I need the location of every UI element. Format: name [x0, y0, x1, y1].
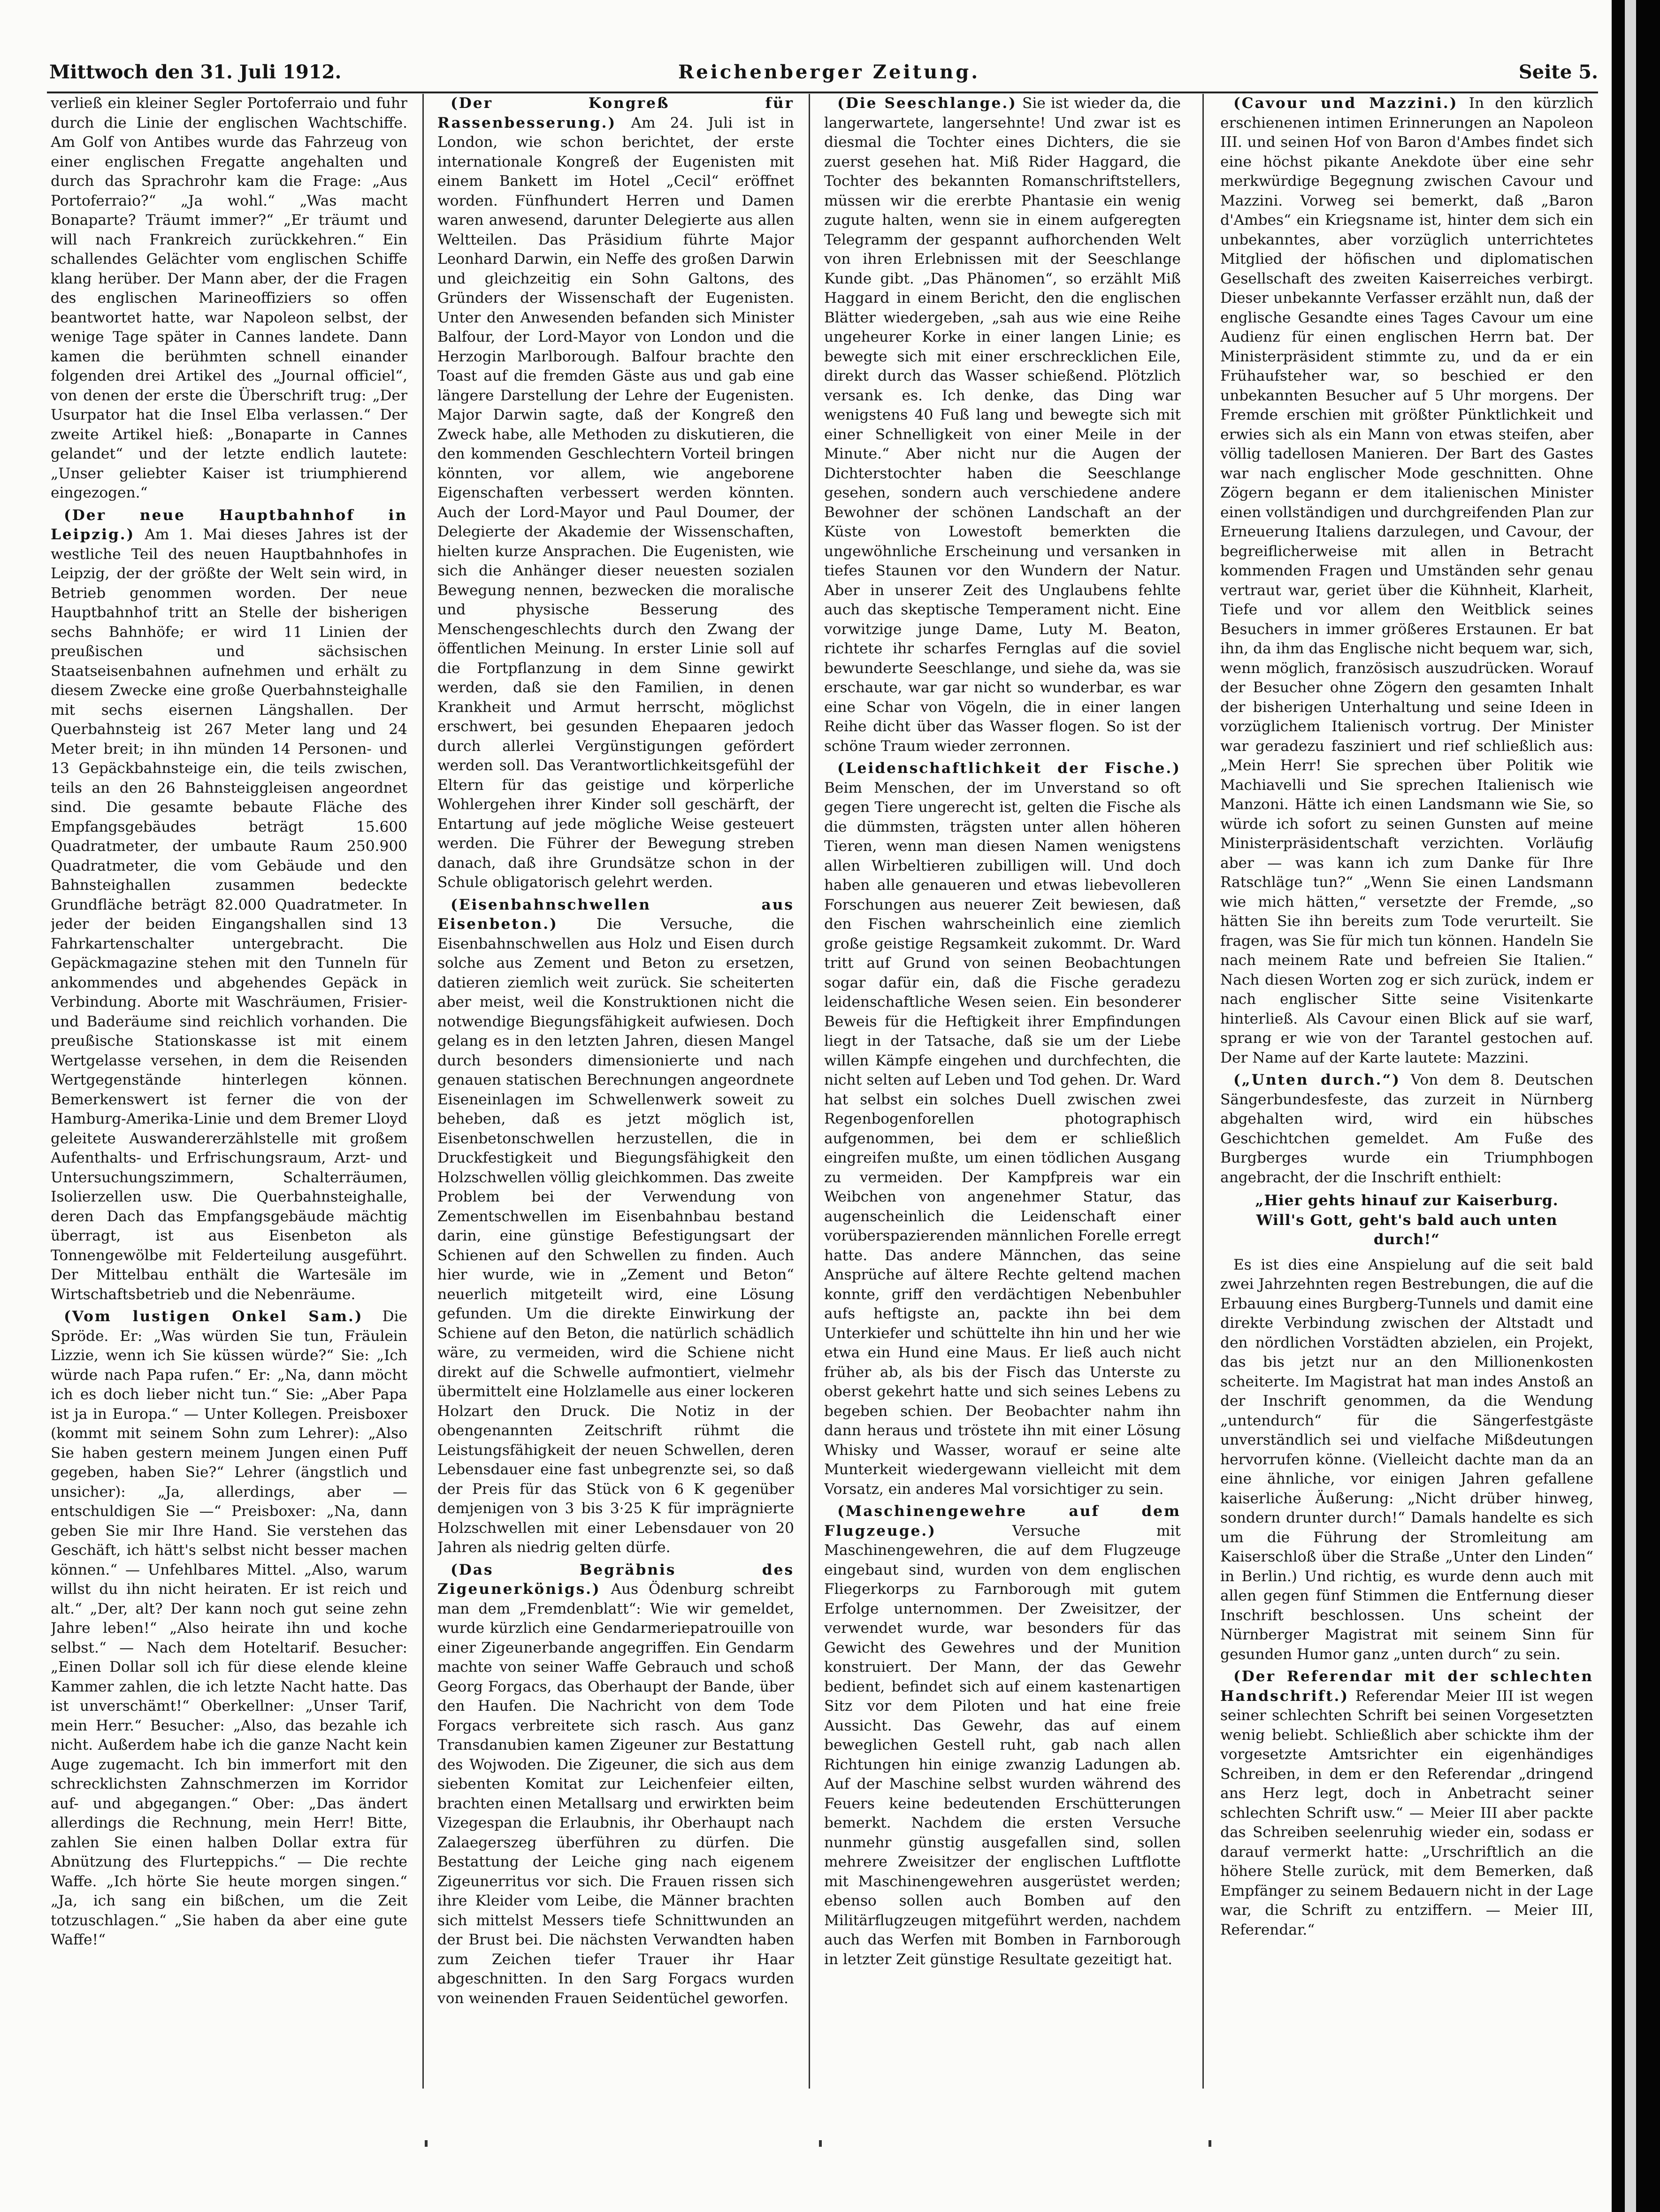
article-cavour-mazzini-body: In den kürzlich erschienenen intimen Erinnerungen an Napoleon III. und seinen Hof von Baron d'Ambes findet sich eine höchst pikante Anekdote über eine sehr merkwürdige Begegnung zwischen Cavour und Mazzini. Vorweg sei bemerkt, daß „Baron d'Ambes“ ein Kriegsname ist, hinter dem sich ein unbekanntes, aber vorzüglich unterrichtetes Mitglied der höfischen und diplomatischen Gesellschaft des zweiten Kaiserreiches verbirgt. Dieser unbekannte Verfasser erzählt nun, daß der englische Gesandte eines Tages Cavour um eine Audienz für einen englischen Herrn bat. Der Ministerpräsident stimmte zu, und da er ein Frühaufsteher war, so beschied er den unbekannten Besucher auf 5 Uhr morgens. Der Fremde erschien mit größter Pünktlichkeit und erwies sich als ein Mann von etwas steifen, aber völlig tadellosen Manieren. Der Bart des Gastes war nach englischer Mode geschnitten. Ohne Zögern begann er dem italienischen Minister einen vollständigen und durchgreifenden Plan zur Erneuerung Italiens darzulegen, und Cavour, der begreiflicherweise mit allen in Betracht kommenden Fragen und Umständen sehr genau vertraut war, geriet über die Kühnheit, Klarheit, Tiefe und vor allem den Weitblick seines Besuchers in immer größeres Erstaunen. Er bat ihn, da ihm das Englische nicht bequem war, sich, wenn möglich, französisch auszudrücken. Worauf der Besucher ohne Zögern den gesamten Inhalt der bisherigen Unterhaltung und seine Ideen in vorzüglichem Italienisch vortrug. Der Minister war geradezu fasziniert und rief schließlich aus: „Mein Herr! Sie sprechen über Politik wie Machiavelli und Sie sprechen Italienisch wie Manzoni. Hätte ich einen Landsmann wie Sie, so würde ich sofort zu seinen Gunsten auf meine Ministerpräsidentschaft verzichten. Vorläufig aber — was kann ich zum Danke für Ihre Ratschläge tun?“ „Wenn Sie einen Landsmann wie mich hätten,“ versetzte der Fremde, „so hätten Sie ihn bereits zum Tode verurteilt. Sie fragen, was Sie für mich tun können. Handeln Sie nach meinem Rate und befreien Sie Italien.“ Nach diesen Worten zog er sich zurück, indem er nach englischer Sitte seine Visitenkarte hinterließ. Als Cavour einen Blick auf sie warf, sprang er wie von der Tarantel gestochen auf. Der Name auf der Karte lautete: Mazzini. — [1220, 95, 1593, 1066]
column-4 — [1220, 94, 1593, 2093]
verse-line: Will's Gott, geht's bald auch unten — [1256, 1211, 1558, 1229]
article-unten-durch-body: Von dem 8. Deutschen Sängerbundesfeste, das zurzeit in Nürnberg abgehalten wird, wird ein hübsches Geschichtchen gemeldet. Am Fuße des Burgberges wurde ein Triumphbogen angebracht, der die Inschrift enthielt: — [1220, 1072, 1593, 1186]
issue-date: Mittwoch den 31. Juli 1912. — [49, 61, 342, 83]
article-fische — [824, 759, 1181, 1499]
headline-referendar: (Der Referendar mit der schlechten Handschrift.) — [1220, 1668, 1593, 1705]
headline-rassenbesserung: (Der Kongreß für Rassenbesserung.) — [437, 95, 794, 131]
headline-onkel-sam: (Vom lustigen Onkel Sam.) — [64, 1308, 363, 1325]
column-3 — [824, 94, 1181, 2093]
column-divider — [809, 94, 810, 2089]
article-napoleon-continued: verließ ein kleiner Segler Portoferraio und fuhr durch die Linie der englischen Wachtschiffe. Am Golf von Antibes wurde das Fahrzeug von einer englischen Fregatte angehalten und durch das Sprachrohr kam die Frage: „Aus Portoferraio?“ „Ja wohl.“ „Was macht Bonaparte? Träumt immer?“ „Er träumt und will nach Frankreich zurückkehren.“ Ein schallendes Gelächter vom englischen Schiffe klang herüber. Der Mann aber, der die Fragen des englischen Marineoffiziers so offen beantwortet hatte, war Napoleon selbst, der wenige Tage später in Cannes landete. Dann kamen die berühmten schnell einander folgenden drei Artikel des „Journal officiel“, von denen der erste die Überschrift trug: „Der Usurpator hat die Insel Elba verlassen.“ Der zweite Artikel hieß: „Bonaparte in Cannes gelandet“ und der letzte endlich lautete: „Unser geliebter Kaiser ist triumphierend eingezogen.“ — [51, 95, 407, 501]
column-1 — [51, 94, 407, 2093]
article-referendar — [1220, 1667, 1593, 1940]
article-rassenbesserung-body: Am 24. Juli ist in London, wie schon berichtet, der erste internationale Kongreß der Eugenisten mit einem Bankett im Hotel „Cecil“ eröffnet worden. Fünfhundert Herren und Damen waren anwesend, darunter Delegierte aus allen Weltteilen. Das Präsidium führte Major Leonhard Darwin, ein Neffe des großen Darwin und gleichzeitig ein Sohn Galtons, des Gründers der Wissenschaft der Eugenisten. Unter den Anwesenden befanden sich Minister Balfour, der Lord-Mayor von London und die Herzogin Marlborough. Balfour brachte den Toast auf die fremden Gäste aus und gab eine längere Darstellung der Lehre der Eugenisten. Major Darwin sagte, daß der Kongreß den Zweck habe, alle Methoden zu diskutieren, die den kommenden Geschlechtern Vorteil bringen könnten, vor allem, wie angeborene Eigenschaften verbessert werden könnten. Auch der Lord-Mayor und Paul Doumer, der Delegierte der Akademie der Wissenschaften, hielten kurze Ansprachen. Die Eugenisten, wie sich die Anhänger dieser neuesten sozialen Bewegung nennen, bezwecken die moralische und physische Besserung des Menschengeschlechts durch den Zwang der öffentlichen Meinung. In erster Linie soll auf die Fortpflanzung in dem Sinne gewirkt werden, daß sie den Familien, in denen Krankheit und Armut herrscht, möglichst erschwert, bei gesunden Ehepaaren jedoch durch allerlei Vergünstigungen gefördert werden soll. Das Verantwortlichkeitsgefühl der Eltern für das geistige und körperliche Wohlergehen ihrer Kinder soll geschärft, der Entartung auf jede mögliche Weise gesteuert werden. Die Führer der Bewegung streben danach, daß ihre Grundsätze schon in der Schule obligatorisch gelehrt werden. — [437, 114, 794, 891]
scan-edge — [1612, 0, 1660, 2212]
article-leipzig — [51, 506, 407, 1305]
verse-line: durch!“ — [1373, 1231, 1440, 1248]
article-eisenbahnschwellen — [437, 896, 794, 1558]
scan-edge-inner — [1625, 0, 1636, 2212]
print-mark — [819, 2140, 822, 2147]
inscription-verse — [1220, 1191, 1593, 1250]
column-2 — [437, 94, 794, 2093]
print-mark — [425, 2140, 428, 2147]
article-seeschlange — [824, 94, 1181, 756]
article-onkel-sam-body: Die Spröde. Er: „Was würden Sie tun, Fräulein Lizzie, wenn ich Sie küssen würde?“ Sie: „Ich würde nach Papa rufen.“ Er: „Na, dann möcht ich es doch lieber nicht tun.“ Sie: „Aber Papa ist ja in Europa.“ — Unter Kollegen. Preisboxer (kommt mit seinem Sohn zum Lehrer): „Also Sie haben gestern meinem Jungen einen Puff gegeben, haben Sie?“ Lehrer (ängstlich und unsicher): „Ja, allerdings, aber — entschuldigen Sie —“ Preisboxer: „Na, dann geben Sie mir Ihre Hand. Sie verstehen das Geschäft, ich hätt's selbst nicht besser machen können.“ — Unfehlbares Mittel. „Also, warum willst du ihn nicht heiraten. Er ist reich und alt.“ „Der, alt? Der kann noch gut seine zehn Jahre leben!“ „Also heirate ihn und koche selbst.“ — Nach dem Hoteltarif. Besucher: „Einen Dollar soll ich für diese elende kleine Kammer zahlen, die ich letzte Nacht hatte. Das ist unverschämt!“ Oberkellner: „Unser Tarif, mein Herr.“ Besucher: „Also, das bezahle ich nicht. Außerdem habe ich die ganze Nacht kein Auge zugemacht. Ich bin immerfort mit den schrecklichsten Zahnschmerzen im Korridor auf- und abgegangen.“ Ober: „Das ändert allerdings die Rechnung, mein Herr! Bitte, zahlen Sie einen halben Dollar extra für Abnützung des Flurteppichs.“ — Die rechte Waffe. „Ich hörte Sie heute morgen singen.“ „Ja, ich sang ein bißchen, um die Zeit totzuschlagen.“ „Sie haben da aber eine gute Waffe!“ — [51, 1308, 407, 1948]
article-unten-durch-continued: Es ist dies eine Anspielung auf die seit bald zwei Jahrzehnten regen Bestrebungen, die auf die Erbauung eines Burgberg-Tunnels und damit eine direkte Verbindung zwischen der Altstadt und den nördlichen Vorstädten abzielen, ein Projekt, das bis jetzt nur an den Millionenkosten scheiterte. Im Magistrat hat man indes Anstoß an der Inschrift genommen, da die Wendung „untendurch“ für die Sängerfestgäste unverständlich sei und vielfache Mißdeutungen hervorrufen könne. (Vielleicht dachte man da an eine ähnliche, vor einigen Jahren gefallene kaiserliche Äußerung: „Nicht drüber hinweg, sondern drunter durch!“ Damals handelte es sich um die Führung der Stromleitung am Kaiserschloß über die Straße „Unter den Linden“ in Berlin.) Und richtig, es wurde denn auch mit allen gegen fünf Stimmen die Entfernung dieser Inschrift beschlossen. Uns scheint der Nürnberger Magistrat mit seinem Sinn für gesunden Humor ganz „unten durch“ zu sein. — [1220, 1256, 1593, 1663]
article-zigeunerkoenig-body: Aus Ödenburg schreibt man dem „Fremdenblatt“: Wie wir gemeldet, wurde kürzlich eine Gendarmeriepatrouille von einer Zigeunerbande angegriffen. Ein Gendarm machte von seiner Waffe Gebrauch und schoß Georg Forgacs, das Oberhaupt der Bande, über den Haufen. Die Nachricht von dem Tode Forgacs verbreitete sich rasch. Aus ganz Transdanubien kamen Zigeuner zur Bestattung des Wojwoden. Die Zigeuner, die sich aus dem siebenten Komitat zur Leichenfeier eilten, brachten einen Metallsarg und erwirkten beim Vizegespan die Erlaubnis, ihr Oberhaupt nach Zalaegerszeg überführen zu dürfen. Die Bestattung der Leiche ging nach eigenem Zigeunerritus vor sich. Die Frauen rissen sich ihre Kleider vom Leibe, die Männer brachten sich mittelst Messers tiefe Schnittwunden an der Brust bei. Die nächsten Verwandten haben zum Zeichen tiefer Trauer ihr Haar abgeschnitten. In den Sarg Forgacs wurden von weinenden Frauen Seidentüchel geworfen. — [437, 1581, 794, 2007]
article-rassenbesserung — [437, 94, 794, 893]
article-maschinengewehre-body: Versuche mit Maschinengewehren, die auf dem Flugzeuge eingebaut sind, wurden von dem englischen Fliegerkorps zu Farnborough mit gutem Erfolge unternommen. Der Zweisitzer, der verwendet wurde, war besonders für das Gewicht des Gewehres und der Munition konstruiert. Der Mann, der das Gewehr bedient, befindet sich auf einem kastenartigen Sitz vor dem Piloten und hat eine freie Aussicht. Das Gewehr, das auf einem beweglichen Gestell ruht, gab nach allen Richtungen hin einige zwanzig Ladungen ab. Auf der Maschine selbst wurden während des Feuers keine bedeutenden Erschütterungen bemerkt. Nachdem die ersten Versuche nunmehr günstig ausgefallen sind, sollen mehrere Zweisitzer der englischen Luftflotte mit Maschinengewehren ausgerüstet werden; ebenso sollen auch Bomben auf den Militärflugzeugen mitgeführt werden, nachdem auch das Werfen mit Bomben in Farnborough in letzter Zeit günstige Resultate gezeitigt hat. — [824, 1522, 1181, 1968]
headline-leipzig: (Der neue Hauptbahnhof in Leipzig.) — [51, 506, 407, 543]
article-unten-durch — [1220, 1071, 1593, 1187]
page-header — [49, 61, 1598, 89]
header-rule — [47, 92, 1598, 93]
page-number: Seite 5. — [1518, 61, 1598, 83]
article-referendar-body: Referendar Meier III ist wegen seiner schlechten Schrift bei seinen Vorgesetzten wenig beliebt. Schließlich aber schickte ihm der vorgesetzte Amtsrichter ein eigenhändiges Schreiben, in dem er den Referendar „dringend ans Herz legt, doch in Anbetracht seiner schlechten Schrift usw.“ — Meier III aber packte das Schreiben seelenruhig wieder ein, sodass er darauf vermerkt hatte: „Urschriftlich an die höhere Stelle zurück, mit dem Bemerken, daß Empfänger zu seinem Bedauern nicht in der Lage war, die Schrift zu entziffern. — Meier III, Referendar.“ — [1220, 1687, 1593, 1938]
article-zigeunerkoenig — [437, 1561, 794, 2009]
headline-eisenbahnschwellen: (Eisenbahnschwellen aus Eisenbeton.) — [437, 896, 794, 933]
article-seeschlange-body: Sie ist wieder da, die langerwartete, langersehnte! Und zwar ist es diesmal die Tochter eines Dichters, die sie zuerst gesehen hat. Miß Rider Haggard, die Tochter des bekannten Romanschriftstellers, müssen wir die ererbte Phantasie ein wenig zugute halten, wenn sie in einem aufgeregten Telegramm der gespannt aufhorchenden Welt von ihren Erlebnissen mit der Seeschlange Kunde gibt. „Das Phänomen“, so erzählt Miß Haggard in einem Bericht, den die englischen Blätter wiedergeben, „sah aus wie eine Reihe ungeheurer Korke in einer langen Linie; es bewegte sich mit einer erschrecklichen Eile, direkt durch das Wasser schießend. Plötzlich versank es. Ich denke, das Ding war wenigstens 40 Fuß lang und bewegte sich mit einer Schnelligkeit von einer Meile in der Minute.“ Aber nicht nur die Augen der Dichterstochter haben die Seeschlange gesehen, sondern auch verschiedene andere Bewohner der schönen Landschaft an der Küste von Lowestoft bemerkten die ungewöhnliche Erscheinung und versanken in tiefes Staunen vor den Wundern der Natur. Aber in unserer Zeit des Unglaubens fehlte auch das skeptische Temperament nicht. Eine vorwitzige junge Dame, Luty M. Beaton, richtete ihr scharfes Fernglas auf die soviel bewunderte Seeschlange, und siehe da, was sie erschaute, war gar nicht so wunderbar, es war eine Schar von Vögeln, die in einer langen Reihe dicht über das Wasser flogen. So ist der schöne Traum wieder zerronnen. — [824, 95, 1181, 755]
column-divider — [1202, 94, 1204, 2089]
verse-line: „Hier gehts hinauf zur Kaiserburg. — [1255, 1192, 1559, 1209]
article-cavour-mazzini — [1220, 94, 1593, 1068]
article-maschinengewehre — [824, 1502, 1181, 1969]
column-divider — [422, 94, 424, 2089]
headline-seeschlange: (Die Seeschlange.) — [837, 95, 1017, 112]
headline-zigeunerkoenig: (Das Begräbnis des Zigeunerkönigs.) — [437, 1561, 794, 1598]
headline-unten-durch: („Unten durch.“) — [1233, 1072, 1401, 1088]
headline-cavour-mazzini: (Cavour und Mazzini.) — [1233, 95, 1458, 112]
headline-fische: (Leidenschaftlichkeit der Fische.) — [837, 760, 1181, 777]
newspaper-title: Reichenberger Zeitung. — [678, 61, 980, 83]
article-fische-body: Beim Menschen, der im Unverstand so oft gegen Tiere ungerecht ist, gelten die Fische als die dümmsten, trägsten unter allen höheren Tieren, wenn man diesen Namen wenigstens allen Wirbeltieren zubilligen will. Und doch haben alle genaueren und etwas liebevolleren Forschungen aus neuerer Zeit bewiesen, daß den Fischen wahrscheinlich eine ziemlich große geistige Regsamkeit zukommt. Dr. Ward tritt auf Grund von seinen Beobachtungen sogar dafür ein, daß die Fische geradezu leidenschaftliche Wesen seien. Ein besonderer Beweis für die Heftigkeit ihrer Empfindungen liegt in der Tatsache, daß sie um der Liebe willen Kämpfe eingehen und durchfechten, die nicht selten auf Leben und Tod gehen. Dr. Ward hat selbst ein solches Duell zwischen zwei Regenbogenforellen photographisch aufgenommen, bei dem er schließlich eingreifen mußte, um einen tödlichen Ausgang zu vermeiden. Der Kampfpreis war ein Weibchen von angenehmer Statur, das augenscheinlich die Leidenschaft einer vorüberspazierenden männlichen Forelle erregt hatte. Das andere Männchen, das seine Ansprüche auf ältere Rechte geltend machen konnte, griff den verdächtigen Nebenbuhler aufs heftigste an, packte ihn bei dem Unterkiefer und schüttelte ihn hin und her wie etwa ein Hund eine Maus. Er ließ auch nicht früher ab, als bis der Fisch das Unterste zu oberst gekehrt hatte und sich seines Lebens zu begeben schien. Der Beobachter nahm ihn dann heraus und tröstete ihn mit einer Lösung Whisky und Wasser, worauf er seine alte Munterkeit wiedergewann vielleicht mit dem Vorsatz, ein anderes Mal vorsichtiger zu sein. — [824, 779, 1181, 1498]
article-onkel-sam — [51, 1307, 407, 1950]
article-eisenbahnschwellen-body: Die Versuche, die Eisenbahnschwellen aus Holz und Eisen durch solche aus Zement und Beton zu ersetzen, datieren ziemlich weit zurück. Sie scheiterten aber meist, weil die Konstruktionen nicht die notwendige Biegungsfähigkeit aufwiesen. Doch gelang es in den letzten Jahren, diesen Mangel durch besonders dimensionierte und nach genauen statischen Berechnungen angeordnete Eiseneinlagen im Schwellenwerk soweit zu beheben, daß es jetzt möglich ist, Eisenbetonschwellen herzustellen, die in Druckfestigkeit und Biegungsfähigkeit den Holzschwellen völlig gleichkommen. Das zweite Problem bei der Verwendung von Zementschwellen im Eisenbahnbau bestand darin, eine günstige Befestigungsart der Schienen auf den Schwellen zu finden. Auch hier wurde, wie in „Zement und Beton“ neuerlich mitgeteilt wird, eine Lösung gefunden. Um die direkte Einwirkung der Schiene auf den Beton, die natürlich schädlich wäre, zu vermeiden, wird die Schiene nicht direkt auf die Schwelle aufmontiert, vielmehr übermittelt eine Holzlamelle aus einer lockeren Holzart den Druck. Die Notiz in der obengenannten Zeitschrift rühmt die Leistungsfähigkeit der neuen Schwellen, deren Lebensdauer eine fast unbegrenzte sei, so daß der Preis für das Stück von 6 K gegenüber demjenigen von 3 bis 3·25 K für imprägnierte Holzschwellen mit einer Lebensdauer von 20 Jahren als niedrig gelten dürfe. — [437, 916, 794, 1556]
headline-maschinengewehre: (Maschinengewehre auf dem Flugzeuge.) — [824, 1503, 1181, 1539]
print-mark — [1209, 2140, 1211, 2147]
article-leipzig-body: Am 1. Mai dieses Jahres ist der westliche Teil des neuen Hauptbahnhofes in Leipzig, der der größte der Welt sein wird, in Betrieb genommen worden. Der neue Hauptbahnhof tritt an Stelle der bisherigen sechs Bahnhöfe; er wird 11 Linien der preußischen und sächsischen Staatseisenbahnen aufnehmen und erhält zu diesem Zwecke eine große Querbahnsteighalle mit sechs eisernen Längshallen. Der Querbahnsteig ist 267 Meter lang und 24 Meter breit; in ihn münden 14 Personen- und 13 Gepäckbahnsteige ein, die teils zwischen, teils an den 26 Bahnsteiggleisen angeordnet sind. Die gesamte bebaute Fläche des Empfangsgebäudes beträgt 15.600 Quadratmeter, der umbaute Raum 250.900 Quadratmeter, die vom Gebäude und den Bahnsteighallen zusammen bedeckte Grundfläche beträgt 82.000 Quadratmeter. In jeder der beiden Eingangshallen sind 13 Fahrkartenschalter untergebracht. Die Gepäckmagazine stehen mit den Tunneln für ankommendes und abgehendes Gepäck in Verbindung. Aborte mit Waschräumen, Frisier- und Baderäume sind reichlich vorhanden. Die preußische Stationskasse ist mit einem Wertgelasse versehen, in dem die Reisenden Wertgegenstände hinterlegen können. Bemerkenswert ist ferner die von der Hamburg-Amerika-Linie und dem Bremer Lloyd geleitete Auswandererzählstelle mit großem Aufenthalts- und Erfrischungsraum, Arzt- und Untersuchungszimmern, Schalterräumen, Isolierzellen usw. Die Querbahnsteighalle, deren Dach das Empfangsgebäude mächtig überragt, ist aus Eisenbeton als Tonnengewölbe mit Felderteilung ausgeführt. Der Mittelbau enthält die Wartesäle im Wirtschaftsbetrieb und die Nebenräume. — [51, 526, 407, 1303]
